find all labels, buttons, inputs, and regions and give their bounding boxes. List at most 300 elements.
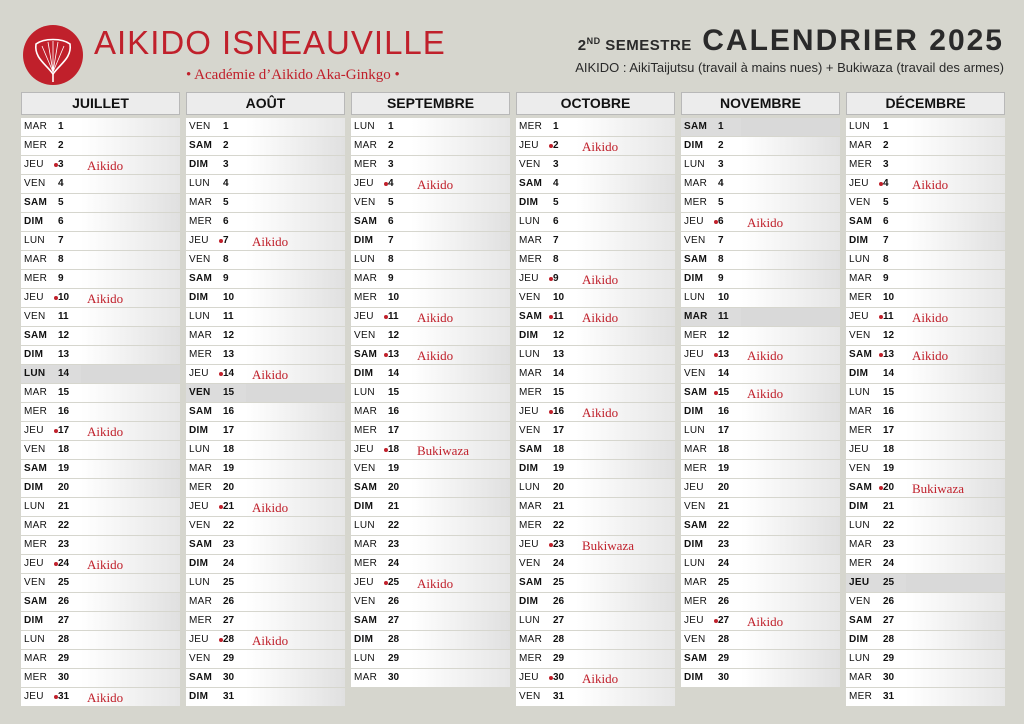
- day-number: 10: [388, 292, 400, 303]
- day-row: [846, 213, 1005, 231]
- day-row: [846, 308, 1005, 326]
- weekday-label: MER: [684, 596, 708, 607]
- weekday-label: MAR: [24, 121, 48, 132]
- day-row: [846, 593, 1005, 611]
- day-number: 29: [718, 653, 730, 664]
- day-row: [186, 213, 345, 231]
- day-row: [516, 422, 675, 440]
- day-row-shade: [81, 194, 180, 212]
- day-row: [516, 460, 675, 478]
- day-row: [846, 631, 1005, 649]
- day-row-shade: [741, 517, 840, 535]
- weekday-label: MAR: [189, 330, 213, 341]
- day-row-shade: [81, 213, 180, 231]
- weekday-label: MER: [24, 672, 48, 683]
- day-number: 30: [388, 672, 400, 683]
- day-row: [21, 650, 180, 668]
- day-number: 13: [718, 349, 730, 360]
- weekday-label: MER: [354, 425, 378, 436]
- day-row-shade: [906, 251, 1005, 269]
- weekday-label: DIM: [189, 425, 209, 436]
- day-row: [846, 498, 1005, 516]
- weekday-label: DIM: [354, 368, 374, 379]
- day-number: 12: [223, 330, 235, 341]
- weekday-label: MAR: [354, 406, 378, 417]
- weekday-label: SAM: [684, 254, 708, 265]
- day-row-shade: [741, 270, 840, 288]
- event-label: Aikido: [87, 158, 124, 173]
- day-number: 17: [718, 425, 730, 436]
- day-row-shade: [411, 232, 510, 250]
- weekday-label: DIM: [684, 539, 704, 550]
- day-number: 17: [553, 425, 565, 436]
- day-row-shade: [906, 156, 1005, 174]
- day-row: [351, 346, 510, 364]
- ginkgo-leaf-icon: [22, 24, 84, 86]
- day-row-shade: [741, 631, 840, 649]
- day-number: 15: [718, 387, 730, 398]
- day-number: 2: [883, 140, 889, 151]
- day-row: [186, 232, 345, 250]
- day-row-shade: [906, 232, 1005, 250]
- day-number: 31: [883, 691, 895, 702]
- day-row: [681, 460, 840, 478]
- weekday-label: MER: [24, 140, 48, 151]
- day-row-shade: [81, 479, 180, 497]
- day-row: [186, 612, 345, 630]
- day-row-shade: [246, 308, 345, 326]
- weekday-label: DIM: [189, 292, 209, 303]
- day-row-shade: [906, 118, 1005, 136]
- weekday-label: JEU: [189, 368, 209, 379]
- brand-title: AIKIDO ISNEAUVILLE: [94, 24, 446, 61]
- day-row: [351, 232, 510, 250]
- day-row-shade: [741, 232, 840, 250]
- day-number: 10: [58, 292, 70, 303]
- day-row-shade: [81, 175, 180, 193]
- weekday-label: MER: [849, 159, 873, 170]
- weekday-label: VEN: [189, 520, 211, 531]
- day-number: 27: [883, 615, 895, 626]
- day-row-shade: [81, 517, 180, 535]
- months-grid: [21, 92, 1005, 706]
- day-number: 26: [58, 596, 70, 607]
- weekday-label: JEU: [354, 178, 374, 189]
- day-row: [186, 555, 345, 573]
- day-number: 3: [223, 159, 229, 170]
- day-row: [21, 479, 180, 497]
- day-row-shade: [411, 612, 510, 630]
- day-row: [351, 498, 510, 516]
- day-number: 9: [553, 273, 559, 284]
- day-number: 15: [58, 387, 70, 398]
- day-number: 14: [718, 368, 730, 379]
- weekday-label: SAM: [849, 615, 873, 626]
- day-row-shade: [411, 498, 510, 516]
- weekday-label: VEN: [189, 387, 211, 398]
- weekday-label: SAM: [849, 349, 873, 360]
- day-row-shade: [741, 251, 840, 269]
- day-number: 18: [388, 444, 400, 455]
- day-row: [21, 555, 180, 573]
- day-row: [846, 517, 1005, 535]
- day-row: [846, 384, 1005, 402]
- day-row: [681, 384, 840, 402]
- day-row: [186, 270, 345, 288]
- weekday-label: SAM: [189, 672, 213, 683]
- day-row-shade: [81, 384, 180, 402]
- weekday-label: SAM: [189, 539, 213, 550]
- event-label: Aikido: [417, 310, 454, 325]
- day-row-shade: [411, 460, 510, 478]
- day-number: 20: [223, 482, 235, 493]
- day-row-shade: [246, 650, 345, 668]
- weekday-label: DIM: [849, 235, 869, 246]
- weekday-label: LUN: [24, 634, 45, 645]
- weekday-label: VEN: [24, 178, 46, 189]
- day-row: [846, 460, 1005, 478]
- day-number: 1: [883, 121, 889, 132]
- day-number: 26: [388, 596, 400, 607]
- day-row: [681, 517, 840, 535]
- day-row-shade: [741, 137, 840, 155]
- weekday-label: MAR: [684, 444, 708, 455]
- day-row-shade: [246, 669, 345, 687]
- day-row: [186, 137, 345, 155]
- weekday-label: LUN: [849, 121, 870, 132]
- day-row-shade: [576, 213, 675, 231]
- day-number: 18: [718, 444, 730, 455]
- day-row-shade: [81, 403, 180, 421]
- day-row-shade: [741, 574, 840, 592]
- day-number: 28: [883, 634, 895, 645]
- weekday-label: VEN: [519, 425, 541, 436]
- day-row: [846, 346, 1005, 364]
- day-row: [351, 384, 510, 402]
- weekday-label: MER: [684, 463, 708, 474]
- day-number: 26: [223, 596, 235, 607]
- event-label: Aikido: [912, 177, 949, 192]
- day-row-shade: [411, 270, 510, 288]
- day-number: 3: [718, 159, 724, 170]
- weekday-label: LUN: [189, 577, 210, 588]
- day-number: 21: [718, 501, 730, 512]
- day-row-shade: [741, 498, 840, 516]
- weekday-label: LUN: [189, 444, 210, 455]
- day-row-shade: [906, 574, 1005, 592]
- weekday-label: VEN: [849, 330, 871, 341]
- day-row: [351, 669, 510, 687]
- day-number: 13: [58, 349, 70, 360]
- day-row: [516, 631, 675, 649]
- weekday-label: JEU: [849, 311, 869, 322]
- weekday-label: JEU: [849, 577, 870, 588]
- day-row: [351, 403, 510, 421]
- day-row: [21, 422, 180, 440]
- day-row-shade: [741, 441, 840, 459]
- day-row: [516, 536, 675, 554]
- day-number: 6: [883, 216, 889, 227]
- weekday-label: MAR: [189, 596, 213, 607]
- day-number: 17: [883, 425, 895, 436]
- day-row-shade: [246, 175, 345, 193]
- day-row: [846, 175, 1005, 193]
- day-row-shade: [246, 346, 345, 364]
- day-row-shade: [81, 137, 180, 155]
- day-number: 23: [58, 539, 70, 550]
- day-row-shade: [741, 308, 840, 326]
- day-number: 23: [388, 539, 400, 550]
- day-row: [351, 536, 510, 554]
- day-row-shade: [411, 536, 510, 554]
- description: AIKIDO : AikiTaijutsu (travail à mains nues) + Bukiwaza (travail des armes): [575, 60, 1004, 75]
- day-row: [516, 175, 675, 193]
- day-row: [846, 403, 1005, 421]
- day-row: [681, 422, 840, 440]
- weekday-label: MER: [519, 653, 543, 664]
- day-row-shade: [411, 194, 510, 212]
- day-row: [681, 555, 840, 573]
- day-row: [186, 688, 345, 706]
- weekday-label: JEU: [519, 406, 539, 417]
- day-number: 7: [388, 235, 394, 246]
- day-row-shade: [81, 251, 180, 269]
- weekday-label: LUN: [24, 501, 45, 512]
- day-row: [21, 118, 180, 136]
- day-row: [186, 156, 345, 174]
- day-row: [186, 498, 345, 516]
- month-header: OCTOBRE: [516, 92, 675, 115]
- day-row: [681, 346, 840, 364]
- day-number: 27: [388, 615, 400, 626]
- weekday-label: JEU: [519, 672, 539, 683]
- weekday-label: DIM: [24, 216, 44, 227]
- day-row-shade: [246, 612, 345, 630]
- day-number: 26: [553, 596, 565, 607]
- day-row-shade: [411, 156, 510, 174]
- event-label: Bukiwaza: [582, 538, 634, 553]
- day-row: [351, 422, 510, 440]
- day-row: [351, 574, 510, 592]
- weekday-label: MAR: [519, 368, 543, 379]
- day-row: [516, 346, 675, 364]
- day-row: [21, 441, 180, 459]
- day-number: 21: [388, 501, 400, 512]
- day-row: [681, 137, 840, 155]
- day-row-shade: [411, 289, 510, 307]
- day-number: 8: [883, 254, 889, 265]
- day-row: [846, 441, 1005, 459]
- day-row: [846, 650, 1005, 668]
- day-row: [186, 593, 345, 611]
- weekday-label: DIM: [684, 140, 704, 151]
- weekday-label: LUN: [849, 254, 870, 265]
- day-number: 2: [718, 140, 724, 151]
- day-row-shade: [906, 403, 1005, 421]
- day-row-shade: [741, 289, 840, 307]
- day-number: 24: [388, 558, 400, 569]
- weekday-label: DIM: [189, 159, 209, 170]
- day-number: 31: [223, 691, 235, 702]
- day-row: [351, 650, 510, 668]
- day-row: [21, 270, 180, 288]
- weekday-label: SAM: [189, 406, 213, 417]
- day-row-shade: [576, 384, 675, 402]
- weekday-label: MER: [24, 273, 48, 284]
- day-row-shade: [81, 669, 180, 687]
- weekday-label: LUN: [519, 482, 540, 493]
- weekday-label: LUN: [519, 615, 540, 626]
- day-row-shade: [576, 498, 675, 516]
- semester-word: SEMESTRE: [600, 37, 692, 54]
- weekday-label: MAR: [519, 501, 543, 512]
- weekday-label: VEN: [189, 653, 211, 664]
- day-row-shade: [411, 555, 510, 573]
- day-number: 16: [553, 406, 565, 417]
- day-number: 14: [553, 368, 565, 379]
- day-row: [351, 365, 510, 383]
- day-number: 24: [718, 558, 730, 569]
- weekday-label: SAM: [354, 349, 378, 360]
- weekday-label: MER: [519, 387, 543, 398]
- day-number: 18: [553, 444, 565, 455]
- day-number: 16: [58, 406, 70, 417]
- day-row-shade: [741, 593, 840, 611]
- weekday-label: DIM: [519, 330, 539, 341]
- day-number: 6: [718, 216, 724, 227]
- weekday-label: MAR: [189, 197, 213, 208]
- weekday-label: LUN: [354, 121, 375, 132]
- weekday-label: MER: [519, 520, 543, 531]
- day-row-shade: [906, 213, 1005, 231]
- day-number: 30: [223, 672, 235, 683]
- calendar-title: CALENDRIER 2025: [702, 24, 1004, 57]
- day-number: 11: [883, 311, 894, 322]
- weekday-label: MAR: [849, 406, 873, 417]
- weekday-label: MAR: [24, 254, 48, 265]
- day-row: [186, 175, 345, 193]
- day-number: 22: [553, 520, 565, 531]
- day-number: 11: [718, 311, 729, 322]
- weekday-label: MER: [354, 558, 378, 569]
- weekday-label: JEU: [24, 425, 44, 436]
- day-row-shade: [906, 536, 1005, 554]
- weekday-label: LUN: [519, 349, 540, 360]
- day-number: 5: [718, 197, 724, 208]
- day-number: 21: [58, 501, 70, 512]
- weekday-label: VEN: [24, 311, 46, 322]
- day-row-shade: [246, 251, 345, 269]
- day-number: 3: [388, 159, 394, 170]
- day-number: 27: [58, 615, 70, 626]
- event-label: Aikido: [87, 291, 124, 306]
- weekday-label: SAM: [684, 387, 708, 398]
- event-label: Aikido: [582, 310, 619, 325]
- day-row-shade: [81, 574, 180, 592]
- weekday-label: SAM: [354, 216, 378, 227]
- day-number: 13: [553, 349, 565, 360]
- weekday-label: JEU: [354, 311, 374, 322]
- day-number: 28: [718, 634, 730, 645]
- day-row-shade: [906, 137, 1005, 155]
- day-row: [516, 308, 675, 326]
- weekday-label: DIM: [354, 634, 374, 645]
- day-row: [516, 441, 675, 459]
- day-row-shade: [81, 631, 180, 649]
- weekday-label: SAM: [189, 273, 213, 284]
- day-row: [186, 669, 345, 687]
- day-row-shade: [246, 194, 345, 212]
- weekday-label: SAM: [354, 482, 378, 493]
- weekday-label: LUN: [684, 425, 705, 436]
- day-row: [21, 517, 180, 535]
- day-row: [186, 574, 345, 592]
- day-row-shade: [246, 441, 345, 459]
- day-number: 29: [223, 653, 235, 664]
- weekday-label: MAR: [519, 235, 543, 246]
- day-row-shade: [81, 441, 180, 459]
- day-row-shade: [906, 631, 1005, 649]
- month-column: [681, 92, 840, 706]
- day-number: 4: [388, 178, 394, 189]
- day-row-shade: [411, 118, 510, 136]
- day-row-shade: [411, 327, 510, 345]
- weekday-label: DIM: [189, 691, 209, 702]
- weekday-label: JEU: [519, 539, 539, 550]
- month-header: AOÛT: [186, 92, 345, 115]
- day-row-shade: [741, 536, 840, 554]
- weekday-label: VEN: [684, 368, 706, 379]
- day-row-shade: [576, 175, 675, 193]
- day-row-shade: [906, 194, 1005, 212]
- day-number: 2: [223, 140, 229, 151]
- event-label: Aikido: [582, 671, 619, 686]
- day-number: 14: [223, 368, 235, 379]
- day-row: [846, 422, 1005, 440]
- day-number: 15: [883, 387, 895, 398]
- day-row: [846, 137, 1005, 155]
- event-label: Aikido: [582, 139, 619, 154]
- day-number: 7: [58, 235, 64, 246]
- day-row: [681, 213, 840, 231]
- day-row-shade: [576, 612, 675, 630]
- event-label: Aikido: [417, 576, 454, 591]
- day-row-shade: [906, 422, 1005, 440]
- month-header: NOVEMBRE: [681, 92, 840, 115]
- day-row-shade: [741, 403, 840, 421]
- day-row-shade: [741, 669, 840, 687]
- weekday-label: DIM: [24, 349, 44, 360]
- day-number: 5: [883, 197, 889, 208]
- day-row-shade: [246, 289, 345, 307]
- weekday-label: DIM: [354, 235, 374, 246]
- day-row-shade: [906, 289, 1005, 307]
- weekday-label: MER: [189, 615, 213, 626]
- weekday-label: JEU: [189, 235, 209, 246]
- day-row: [516, 251, 675, 269]
- day-row: [351, 631, 510, 649]
- day-number: 25: [388, 577, 400, 588]
- day-row-shade: [576, 441, 675, 459]
- weekday-label: MER: [189, 482, 213, 493]
- weekday-label: LUN: [684, 292, 705, 303]
- day-number: 31: [553, 691, 565, 702]
- day-row: [351, 213, 510, 231]
- day-row: [681, 612, 840, 630]
- day-number: 19: [58, 463, 70, 474]
- day-number: 5: [553, 197, 559, 208]
- day-row: [21, 498, 180, 516]
